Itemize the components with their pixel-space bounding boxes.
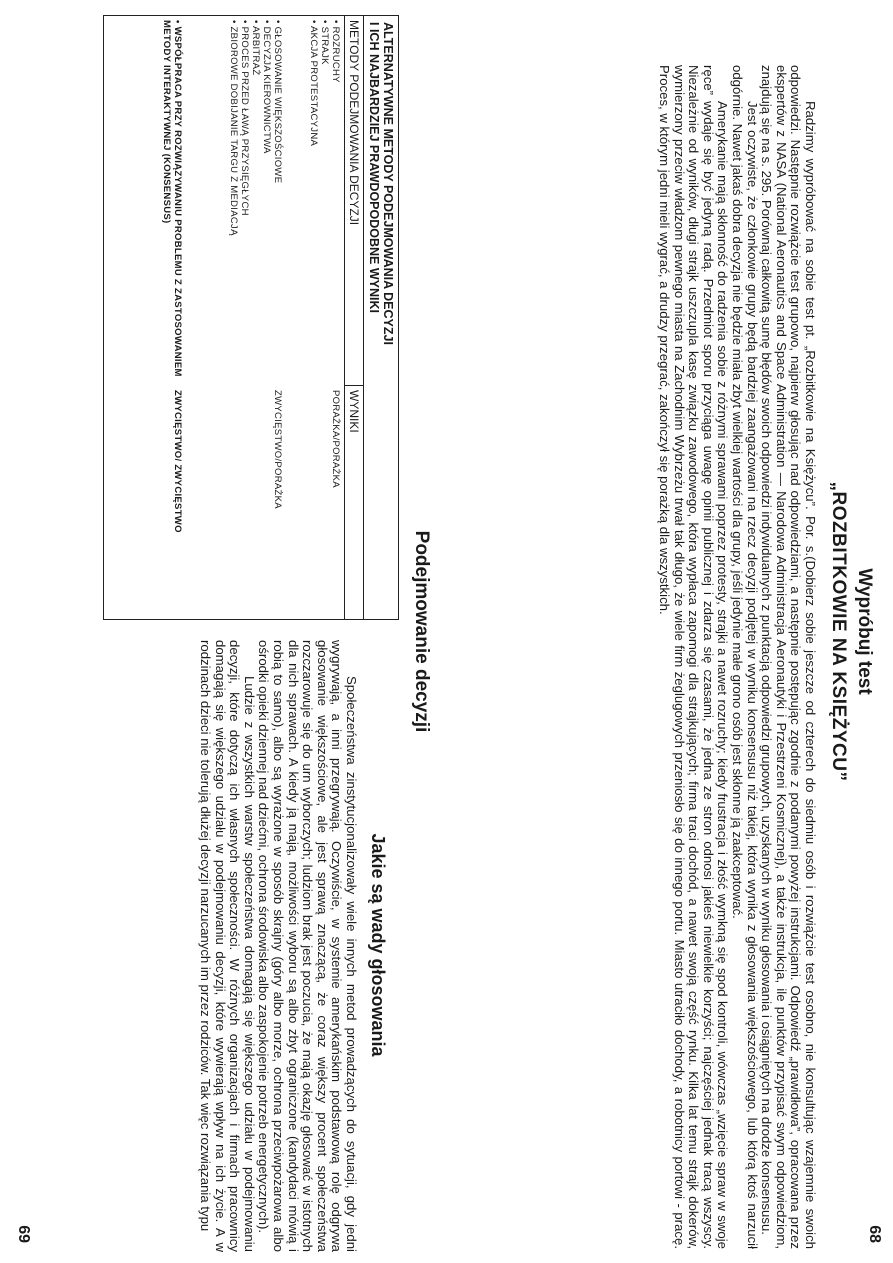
method-item: • STRAJK	[319, 20, 330, 382]
page-subtitle: „ROZBITKOWIE NA KSIĘŻYCU”	[828, 481, 849, 782]
page-69	[0, 0, 446, 1263]
page-number: 69	[15, 1225, 32, 1243]
method-item: • ROZRUCHY	[330, 20, 341, 382]
method-item: • AKCJA PROTESTACYJNA	[308, 20, 319, 382]
method-item: • PROCES PRZED ŁAWĄ PRZYSIĘGŁYCH	[239, 20, 250, 382]
table-heading-line: I ICH NAJBARDZIEJ PRAWDOPODOBNE WYNIKI	[367, 22, 381, 313]
methods-table	[103, 15, 399, 620]
body-text	[656, 65, 817, 1249]
method-item: • WSPÓŁPRACA PRZY ROZWIĄZYWANIU PROBLEMU Z ZASTOSOWANIEM METODY INTERAKTYWNEJ (KONSENSUS)	[161, 20, 183, 382]
paragraph: Społeczeństwa zinstytucjonalizowały wiele innych metod prowadzących do sytuacji, gdy jedni wygrywają, a inni przegrywają. Oczywiście, w systemie amerykańskim podstawową rolę odgrywa głosowanie większościowe, ale jest sprawą znaczącą, że coraz większy procent społeczeństwa rozczarowuje się do urn wyborczych; ludziom brak jest poczucia, że mają okazję głosować w istotnych dla nich sprawach. A kiedy ją mają, możliwości wyboru są albo zbyt ograniczone (kandydaci mówią i robią to samo), albo są wyrażone w sposób skrajny (góry albo morze, ochrona przeciwpożarowa albo ośrodki opieki dziennej nad dziećmi, ochrona środowiska albo zaspokojenie potrzeb energetycznych).	[256, 640, 359, 1252]
paragraph: Ludzie z wszystkich warstw społeczeństwa domagają się większego udziału w podejmowaniu decyzji, które dotyczą ich własnych społeczności. W różnych organizacjach i firmach pracownicy domagają się większego udziału w podejmowaniu decyzji, które wywierają wpływ na ich życie. A w rodzinach dzieci nie tolerują dłużej decyzji narzucanych im przez rodziców. Tak więc rozwiązania typu	[198, 640, 257, 1252]
page-68	[447, 0, 893, 1263]
column-header-method: METODY PODEJMOWANIA DECYZJI	[345, 16, 363, 386]
result-cell: ZWYCIĘSTWO/ ZWYCIĘSTWO	[172, 390, 183, 533]
table-row	[186, 16, 286, 619]
table-row	[286, 16, 344, 619]
body-text	[197, 640, 358, 1252]
method-item: • GŁOSOWANIE WIĘKSZOŚCIOWE	[272, 20, 283, 382]
page-number: 68	[866, 1225, 883, 1243]
section-heading: Jakie są wady głosowania	[368, 833, 388, 1057]
column-header-result: WYNIKI	[347, 390, 361, 433]
table-heading	[363, 16, 398, 619]
page-title: Wypróbuj test	[854, 568, 875, 695]
page-title: Podejmowanie decyzji	[411, 530, 432, 733]
paragraph: Amerykanie mają skłonność do radzenia sobie z różnymi sprawami poprzez protesty, strajki a nawet rozruchy; kiedy frustracja i złość wymkną się spod kontroli, wówczas „wzięcie spraw w swoje ręce” wydaje się być jedyną radą. Przedmiot sporu przyciąga uwagę opinii publicznej i zdarza się czasami, że jedna ze stron odnosi jakieś niewielkie korzyści; najczęściej jednak tracą wszyscy. Niezależnie od wyników, długi strajk uszczupla kasę związku zawodowego, która wypłaca zapomogi dla strajkujących; firma traci dochód, a nawet swoją część rynku. Kilka lat temu strajk dokerów, wymierzony przeciw władzom pewnego miasta na Zachodnim Wybrzeżu trwał tak długo, że wiele firm żeglugowych przeniosło się do innego portu. Miasto utraciło dochody, a robotnicy portowi - pracę. Proces, w którym jedni mieli wygrać, a drudzy przegrać, zakończył się porażką dla wszystkich.	[657, 65, 731, 1249]
paragraph: Jest oczywiste, że członkowie grupy będą bardziej zaangażowani na rzecz decyzji podjętej w wyniku konsensusu niż takiej, która wynika z głosowania większościowego, lub którą ktoś narzucił odgórnie. Nawet jakaś dobra decyzja nie będzie miała zbyt wielkiej wartości dla grupy, jeśli jedynie małe grono osób jest skłonne ją zaakceptować.	[730, 65, 760, 1249]
method-item: • ARBITRAŻ	[250, 20, 261, 382]
result-cell: ZWYCIĘSTWO/PORAŻKA	[272, 390, 283, 509]
paragraph: Radzimy wypróbować na sobie test pt. „Rozbitkowie na Księżycu”. Por. s.(Dobierz sobie jeszcze od czterech do siedmiu osób i rozwiążcie test osobno, nie konsultując wzajemnie swoich odpowiedzi. Następnie rozwiążcie test grupowo, najpierw głosując nad odpowiedziami, a następnie postępując zgodnie z podanymi powyżej instrukcjami. Odpowiedź „prawidłowa”, opracowana przez ekspertów z NASA (National Aeronautics and Space Administration — Narodowa Administracja Aeronautyki i Przestrzeni Kosmicznej), a także instrukcja, ile punktów przypisać swym odpowiedziom, znajdują się na s. 295. Porównaj całkowitą sumę błędów swoich odpowiedzi indywidualnych z punktacją odpowiedzi grupowych, uzyskanych w wyniku głosowania i osiągniętych na drodze konsensusu.	[759, 65, 818, 1249]
table-heading-line: ALTERNATYWNE METODY PODEJMOWANIA DECYZJI	[381, 22, 395, 345]
method-item: • DECYZJA KIEROWNICTWA	[261, 20, 272, 382]
table-row	[116, 16, 186, 619]
result-cell: PORAŻKA/PORAŻKA	[330, 390, 341, 488]
method-item: • ZBIOROWE DOBIJANIE TARGU Z MEDIACJĄ	[228, 20, 239, 382]
table-header-row	[344, 16, 363, 619]
